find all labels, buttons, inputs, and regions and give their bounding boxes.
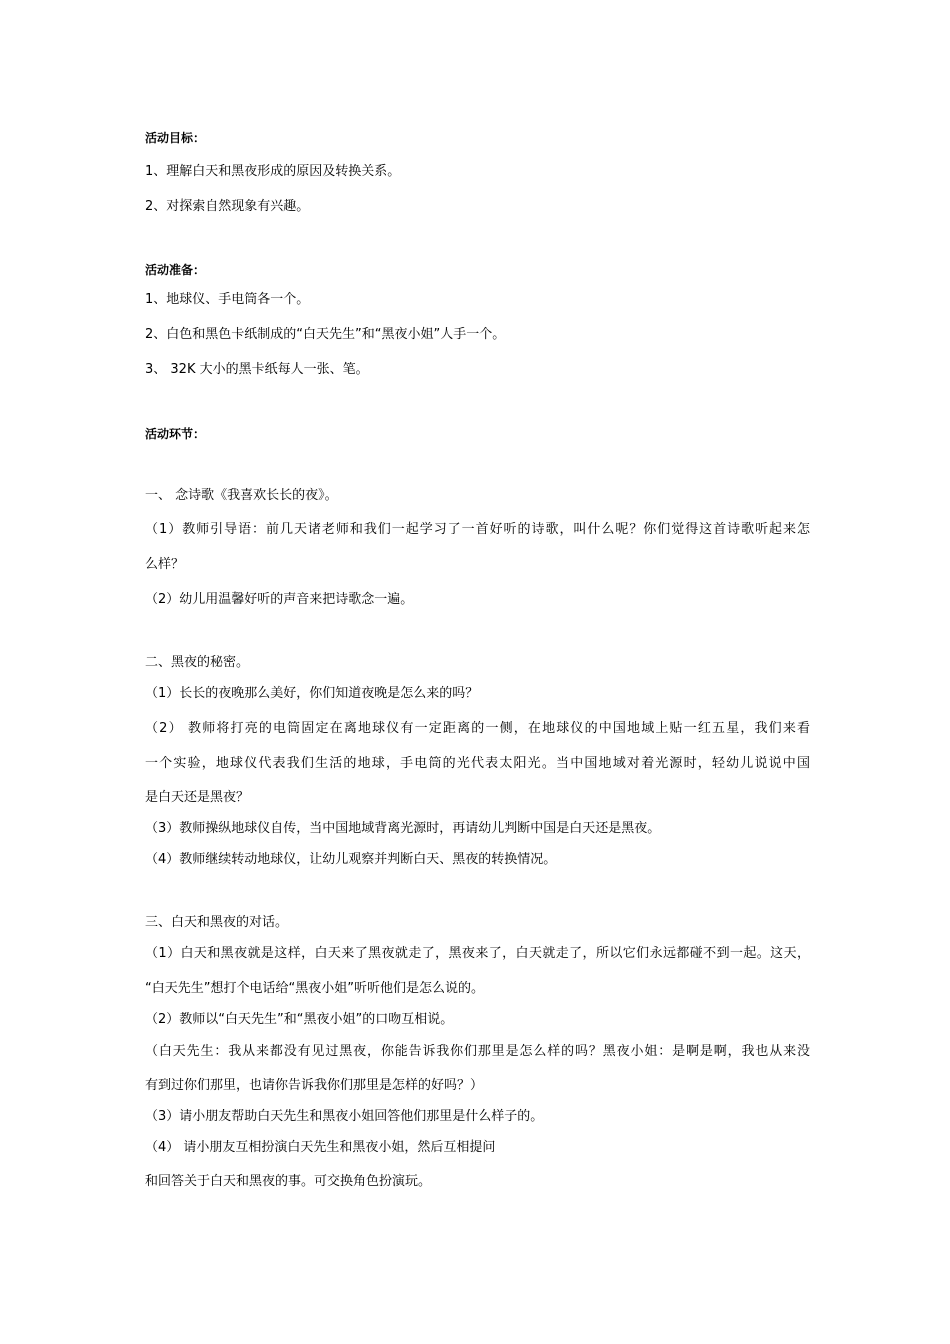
section-line: 有到过你们那里，也请你告诉我你们那里是怎样的好吗？）: [145, 1078, 484, 1093]
section-line: （1）长长的夜晚那么美好，你们知道夜晚是怎么来的吗？: [145, 686, 479, 701]
section-line: （白天先生：我从来都没有见过黑夜，你能告诉我你们那里是怎么样的吗？黑夜小姐：是啊是啊，我也从来没: [145, 1044, 810, 1059]
section-title: 二、黑夜的秘密。: [145, 655, 250, 670]
preparation-item: 3、 32K 大小的黑卡纸每人一张、笔。: [145, 362, 369, 377]
section-line: 和回答关于白天和黑夜的事。可交换角色扮演玩。: [145, 1174, 432, 1189]
section-line: （4）教师继续转动地球仪，让幼儿观察并判断白天、黑夜的转换情况。: [145, 852, 557, 867]
goal-item: 1、理解白天和黑夜形成的原因及转换关系。: [145, 164, 401, 179]
section-line: （2）幼儿用温馨好听的声音来把诗歌念一遍。: [145, 592, 414, 607]
section-title: 三、白天和黑夜的对话。: [145, 915, 289, 930]
preparation-item: 1、地球仪、手电筒各一个。: [145, 292, 310, 307]
section-line: 是白天还是黑夜？: [145, 790, 250, 805]
section-line: （2） 教师将打亮的电筒固定在离地球仪有一定距离的一侧，在地球仪的中国地域上贴一红五星，我们来看: [145, 721, 810, 736]
goal-item: 2、对探索自然现象有兴趣。: [145, 199, 310, 214]
section-line: “白天先生”想打个电话给“黑夜小姐”听听他们是怎么说的。: [145, 981, 484, 996]
section-line: （1）教师引导语：前几天诸老师和我们一起学习了一首好听的诗歌，叫什么呢？你们觉得这首诗歌听起来怎: [145, 522, 810, 537]
section-line: （3）教师操纵地球仪自传，当中国地域背离光源时，再请幼儿判断中国是白天还是黑夜。: [145, 821, 661, 836]
section-line: 么样？: [145, 557, 185, 572]
section-line: （2）教师以“白天先生”和“黑夜小姐”的口吻互相说。: [145, 1012, 454, 1027]
preparation-item: 2、白色和黑色卡纸制成的“白天先生”和“黑夜小姐”人手一个。: [145, 327, 506, 342]
section-line: （3）请小朋友帮助白天先生和黑夜小姐回答他们那里是什么样子的。: [145, 1109, 544, 1124]
preparation-heading: 活动准备：: [145, 263, 206, 277]
goals-heading: 活动目标：: [145, 131, 206, 145]
section-line: 一个实验，地球仪代表我们生活的地球，手电筒的光代表太阳光。当中国地域对着光源时，轻幼儿说说中国: [145, 756, 810, 771]
steps-heading: 活动环节：: [145, 427, 206, 441]
section-title: 一、 念诗歌《我喜欢长长的夜》。: [145, 488, 338, 503]
section-line: （1）白天和黑夜就是这样，白天来了黑夜就走了，黑夜来了，白天就走了，所以它们永远都碰不到一起。这天，: [145, 946, 810, 961]
section-line: （4） 请小朋友互相扮演白天先生和黑夜小姐，然后互相提问: [145, 1140, 496, 1155]
